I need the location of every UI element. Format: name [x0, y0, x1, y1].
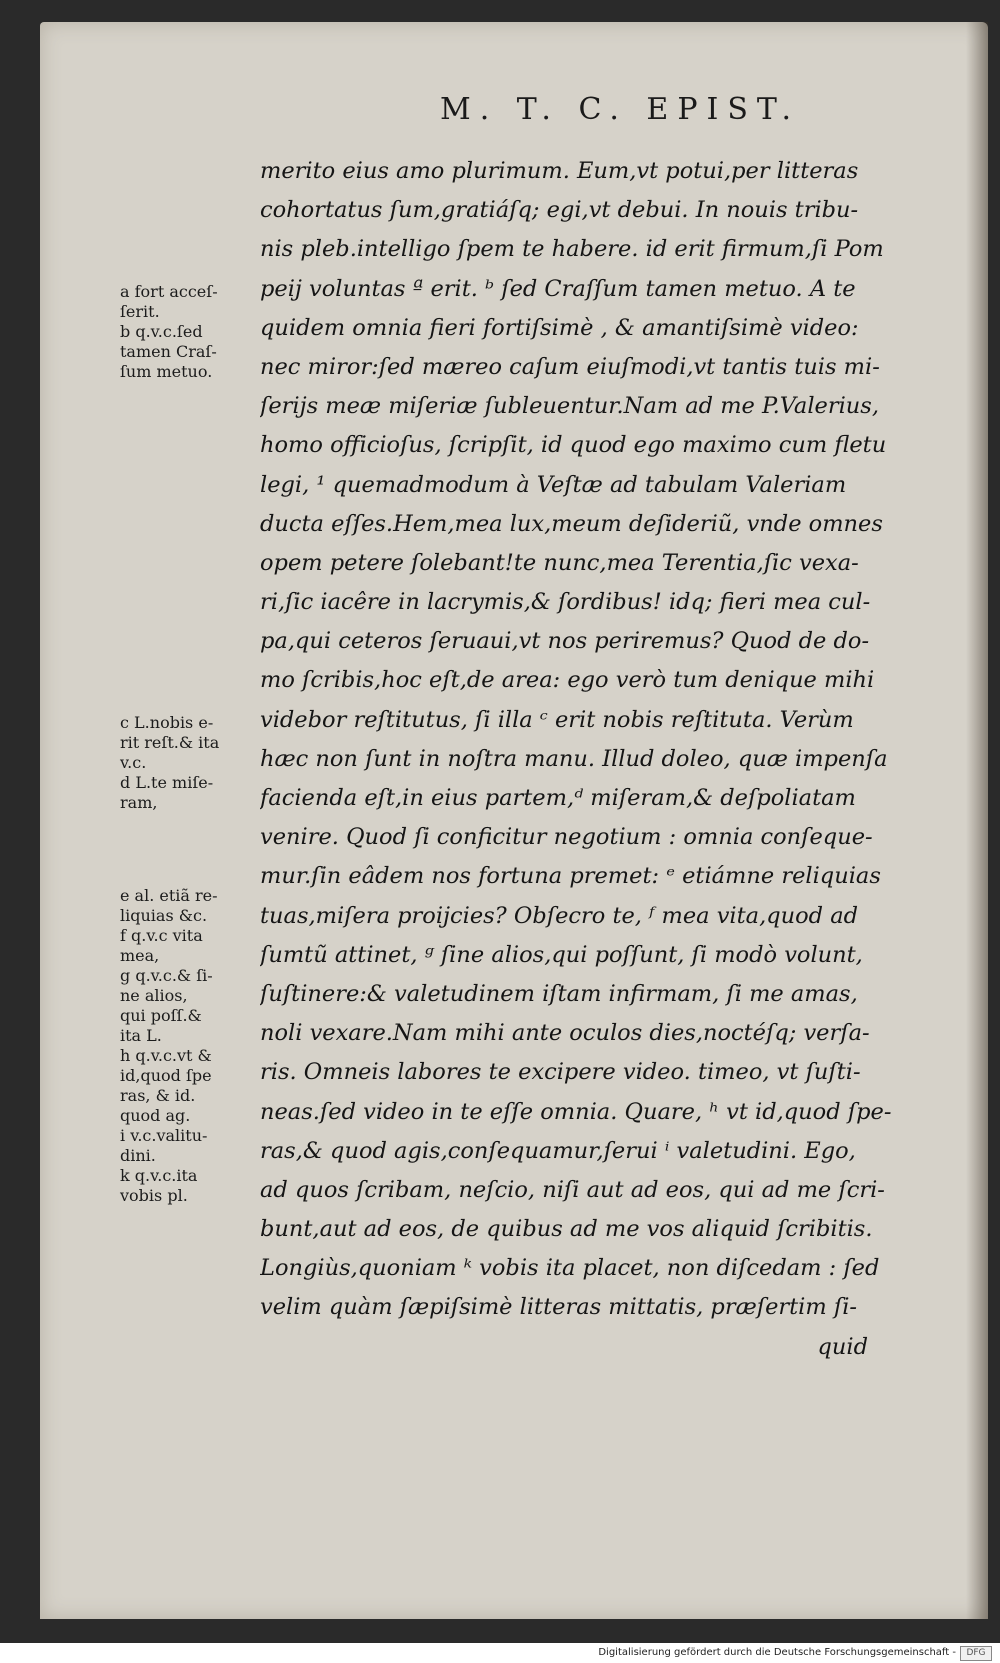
page-gutter-shadow [966, 22, 988, 1619]
margin-note: e al. etiã re- liquias &c. f q.v.c vita mea, g q.v.c.& ſi- ne alios, qui poſſ.& ita L. h q.v.c.vt & id,quod ſpe ras, & id. quod ag. i v.c.valitu- dini. k q.v.c.ita vobis pl. [120, 886, 218, 1205]
margin-note: c L.nobis e- rit reſt.& ita v.c. d L.te miſe- ram, [120, 713, 220, 812]
text-line: ſumtũ attinet, ᵍ ſine alios,qui poſſunt, ſi modò volunt, [260, 941, 863, 968]
running-head: M. T. C. EPIST. [440, 92, 801, 127]
text-line: ſuſtinere:& valetudinem iſtam infirmam, ſi me amas, [260, 980, 858, 1007]
text-line: merito eius amo plurimum. Eum,vt potui,per litteras [260, 158, 859, 184]
text-line: neas.ſed video in te eſſe omnia. Quare, ʰ vt id,quod ſpe- [260, 1098, 892, 1125]
text-line: ſerijs meæ miſeriæ ſubleuentur.Nam ad me P.Valerius, [260, 393, 879, 420]
margin-note: a fort acceſ- ſerit. b q.v.c.ſed tamen Craſ- ſum metuo. [120, 282, 218, 381]
text-line: venire. Quod ſi conficitur negotium : omnia conſeque- [260, 824, 873, 851]
text-line: ad quos ſcribam, neſcio, niſi aut ad eos, qui ad me ſcri- [260, 1176, 885, 1203]
text-line: legi, ¹ quemadmodum à Veſtæ ad tabulam Valeriam [260, 471, 847, 498]
text-line: mur.ſin eâdem nos fortuna premet: ᵉ etiámne reliquias [260, 863, 881, 890]
text-line: ris. Omneis labores te excipere video. timeo, vt ſuſti- [260, 1059, 861, 1086]
text-line: cohortatus ſum,gratiáſq; egi,vt debui. In nouis tribu- [260, 197, 859, 224]
text-line: velim quàm ſæpiſsimè litteras mittatis, præſertim ſi- [260, 1294, 857, 1321]
text-line: quidem omnia fieri fortiſsimè , & amantiſsimè video: [260, 314, 859, 341]
text-line: ri,ſic iacêre in lacrymis,& ſordibus! idq; fieri mea cul- [260, 589, 871, 616]
text-line: nec miror:ſed mæreo caſum eiuſmodi,vt tantis tuis mi- [260, 353, 880, 380]
text-line: peij voluntas ª erit. ᵇ ſed Craſſum tamen metuo. A te [260, 275, 856, 302]
text-line: pa,qui ceteros ſeruaui,vt nos periremus? Quod de do- [260, 628, 870, 655]
main-text-block [260, 152, 928, 1367]
text-line: nis pleb.intelligo ſpem te habere. id erit firmum,ſi Pom [260, 236, 884, 263]
text-line: Longiùs,quoniam ᵏ vobis ita placet, non diſcedam : ſed [260, 1255, 880, 1282]
catchword: quid [817, 1333, 868, 1360]
text-line: hæc non ſunt in noſtra manu. Illud doleo, quæ impenſa [260, 745, 888, 772]
text-line: ducta eſſes.Hem,mea lux,meum deſideriũ, vnde omnes [260, 510, 883, 537]
text-line: bunt,aut ad eos, de quibus ad me vos aliquid ſcribitis. [260, 1216, 873, 1243]
text-line: facienda eſt,in eius partem,ᵈ miſeram,& deſpoliatam [260, 785, 856, 811]
digitization-credit: Digitalisierung gefördert durch die Deutsche Forschungsgemeinschaft - [598, 1647, 956, 1658]
text-line: tuas,miſera proijcies? Obſecro te, ᶠ mea vita,quod ad [260, 902, 859, 929]
text-line: opem petere ſolebant!te nunc,mea Terentia,ſic vexa- [260, 549, 859, 576]
text-line: ras,& quod agis,conſequamur,ſerui ⁱ valetudini. Ego, [260, 1137, 856, 1164]
text-line: homo officioſus, ſcripſit, id quod ego maximo cum fletu [260, 432, 887, 459]
text-line: mo ſcribis,hoc eſt,de area: ego verò tum denique mihi [260, 667, 875, 694]
text-line: videbor reſtitutus, ſi illa ᶜ erit nobis reſtituta. Verùm [260, 706, 854, 733]
text-line: noli vexare.Nam mihi ante oculos dies,noctéſq; verſa- [260, 1020, 870, 1047]
dfg-logo: DFG [960, 1646, 992, 1661]
